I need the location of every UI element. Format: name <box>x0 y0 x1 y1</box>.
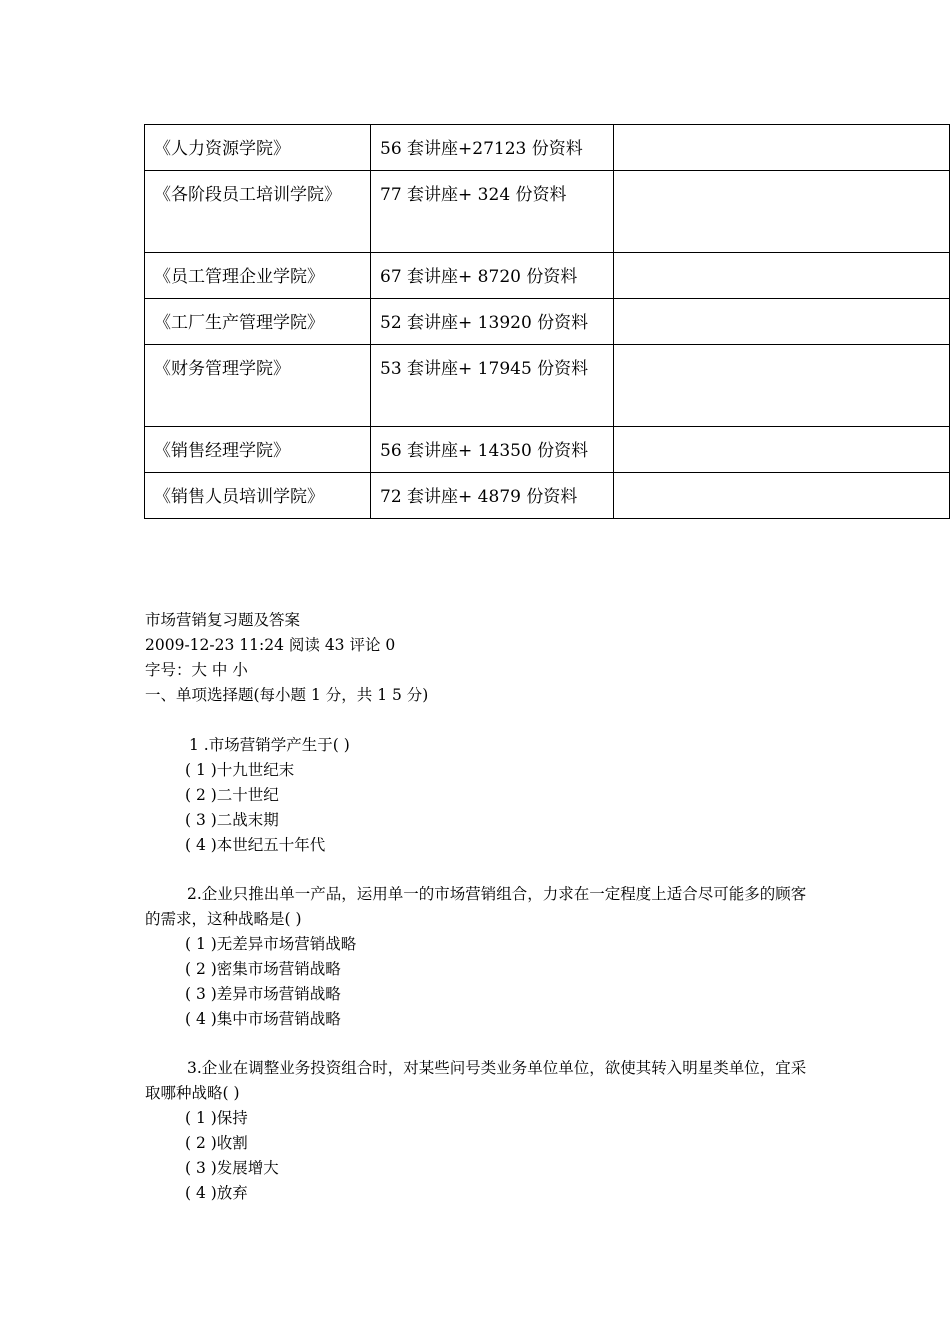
question-2-option-3: ( 3 )差异市场营销战略 <box>185 985 341 1003</box>
table-cell-content: 56 套讲座+27123 份资料 <box>371 125 614 171</box>
table-cell-name: 《财务管理学院》 <box>145 345 371 427</box>
question-2-option-1: ( 1 )无差异市场营销战略 <box>185 935 357 953</box>
table-row <box>145 171 950 253</box>
font-size-switcher[interactable]: 字号：大 中 小 <box>145 661 248 679</box>
table-row <box>145 299 950 345</box>
table-cell-note <box>614 299 950 345</box>
table-cell-note <box>614 427 950 473</box>
table-row <box>145 345 950 427</box>
article-meta: 2009-12-23 11:24 阅读 43 评论 0 <box>145 636 396 654</box>
question-3-option-2: ( 2 )收割 <box>185 1134 248 1152</box>
table-row <box>145 253 950 299</box>
question-1: 1 .市场营销学产生于( ) <box>189 736 350 754</box>
question-1-option-3: ( 3 )二战末期 <box>185 811 279 829</box>
table-cell-name: 《各阶段员工培训学院》 <box>145 171 371 253</box>
article-title: 市场营销复习题及答案 <box>145 611 301 629</box>
table-cell-content: 77 套讲座+ 324 份资料 <box>371 171 614 253</box>
question-2-option-2: ( 2 )密集市场营销战略 <box>185 960 341 978</box>
question-1-option-1: ( 1 )十九世纪末 <box>185 761 295 779</box>
question-3: 3.企业在调整业务投资组合时，对某些问号类业务单位单位，欲使其转入明星类单位，宜采取哪种战略( ) <box>145 1059 807 1102</box>
question-3-option-4: ( 4 )放弃 <box>185 1184 248 1202</box>
question-2: 2.企业只推出单一产品，运用单一的市场营销组合，力求在一定程度上适合尽可能多的顾客的需求，这种战略是( ) <box>145 885 807 928</box>
table-row <box>145 473 950 519</box>
table-cell-note <box>614 345 950 427</box>
table-row <box>145 125 950 171</box>
table-cell-note <box>614 171 950 253</box>
table-row <box>145 427 950 473</box>
table-cell-name: 《销售人员培训学院》 <box>145 473 371 519</box>
table-cell-note <box>614 125 950 171</box>
table-cell-name: 《工厂生产管理学院》 <box>145 299 371 345</box>
question-1-option-2: ( 2 )二十世纪 <box>185 786 279 804</box>
question-3-option-3: ( 3 )发展增大 <box>185 1159 279 1177</box>
table-cell-content: 56 套讲座+ 14350 份资料 <box>371 427 614 473</box>
question-2-option-4: ( 4 )集中市场营销战略 <box>185 1010 341 1028</box>
table-cell-name: 《员工管理企业学院》 <box>145 253 371 299</box>
question-1-option-4: ( 4 )本世纪五十年代 <box>185 836 326 854</box>
table-cell-content: 53 套讲座+ 17945 份资料 <box>371 345 614 427</box>
table-cell-content: 52 套讲座+ 13920 份资料 <box>371 299 614 345</box>
table-cell-note <box>614 253 950 299</box>
table-cell-content: 67 套讲座+ 8720 份资料 <box>371 253 614 299</box>
section-heading: 一、单项选择题(每小题 1 分，共 1 5 分) <box>145 686 429 704</box>
resource-table <box>144 124 950 519</box>
table-cell-name: 《销售经理学院》 <box>145 427 371 473</box>
table-cell-name: 《人力资源学院》 <box>145 125 371 171</box>
table-cell-content: 72 套讲座+ 4879 份资料 <box>371 473 614 519</box>
question-3-option-1: ( 1 )保持 <box>185 1109 248 1127</box>
table-cell-note <box>614 473 950 519</box>
